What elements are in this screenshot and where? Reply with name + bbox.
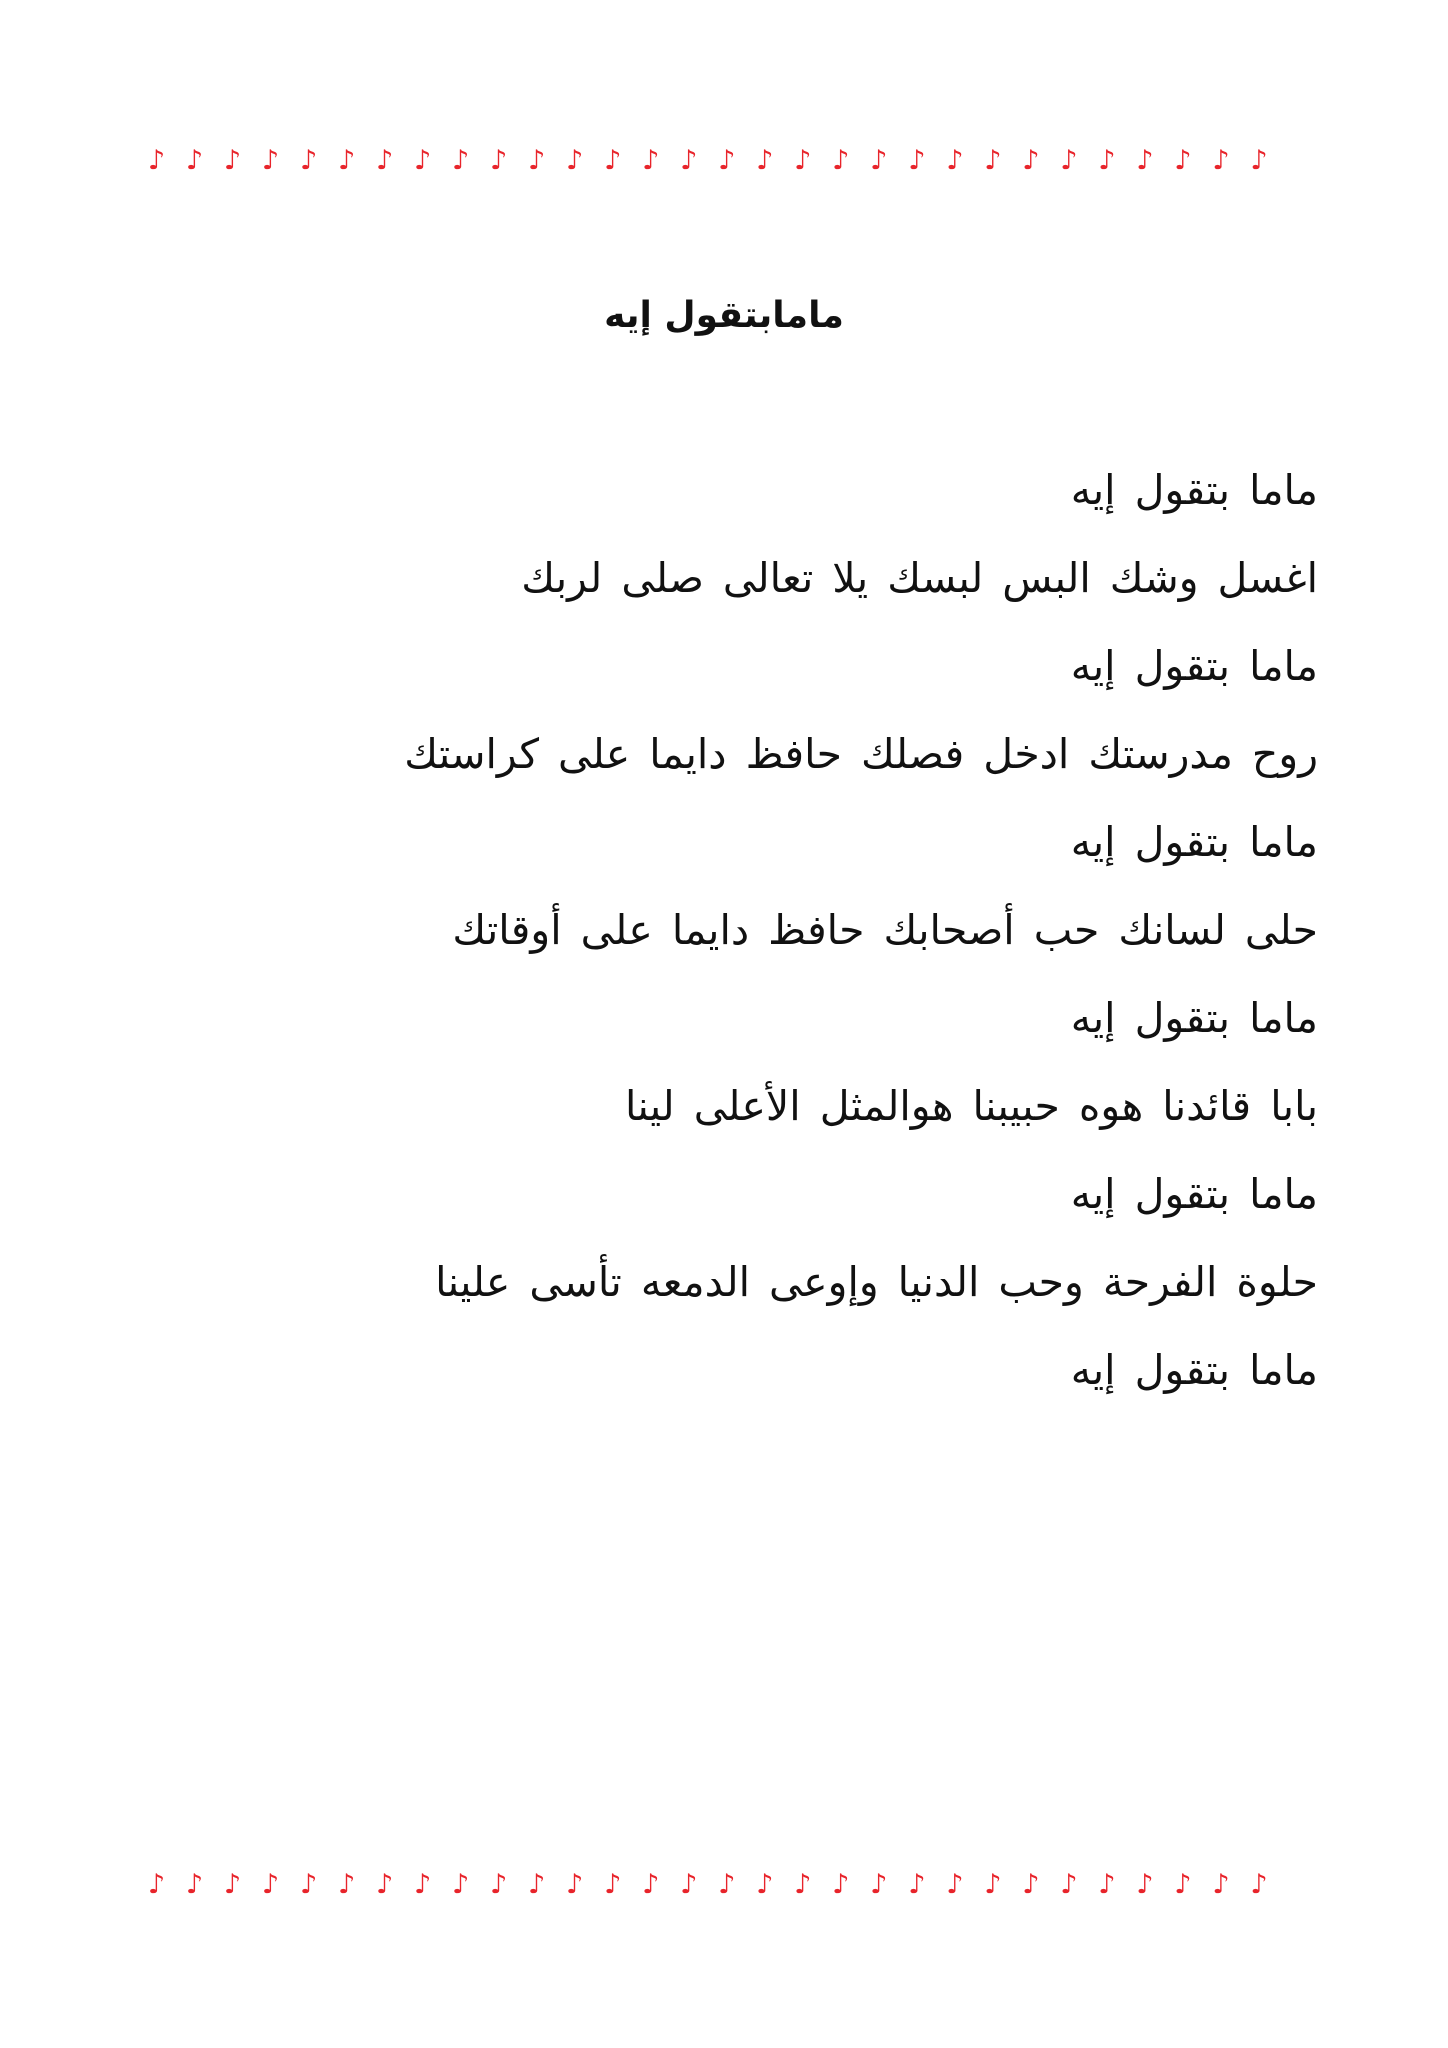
- music-note-icon: ♪: [756, 1868, 774, 1900]
- music-note-icon: ♪: [1250, 144, 1268, 176]
- music-note-icon: ♪: [1212, 144, 1230, 176]
- music-note-icon: ♪: [376, 144, 394, 176]
- music-note-icon: ♪: [566, 1868, 584, 1900]
- music-note-icon: ♪: [946, 144, 964, 176]
- music-note-icon: ♪: [718, 1868, 736, 1900]
- music-note-icon: ♪: [1250, 1868, 1268, 1900]
- music-note-icon: ♪: [1060, 144, 1078, 176]
- lyric-line: ماما بتقول إيه: [1070, 1346, 1318, 1394]
- music-note-icon: ♪: [946, 1868, 964, 1900]
- music-note-icon: ♪: [680, 1868, 698, 1900]
- music-note-icon: ♪: [832, 1868, 850, 1900]
- lyric-line: حلى لسانك حب أصحابك حافظ دايما على أوقاتك: [452, 906, 1318, 954]
- music-note-icon: ♪: [984, 144, 1002, 176]
- music-note-icon: ♪: [376, 1868, 394, 1900]
- music-note-icon: ♪: [452, 144, 470, 176]
- bottom-music-note-border: [148, 1864, 1268, 1904]
- music-note-icon: ♪: [756, 144, 774, 176]
- music-note-icon: ♪: [1022, 144, 1040, 176]
- music-note-icon: ♪: [718, 144, 736, 176]
- music-note-icon: ♪: [1212, 1868, 1230, 1900]
- music-note-icon: ♪: [870, 1868, 888, 1900]
- music-note-icon: ♪: [414, 1868, 432, 1900]
- music-note-icon: ♪: [1098, 1868, 1116, 1900]
- top-music-note-border: [148, 140, 1268, 180]
- lyric-line: ماما بتقول إيه: [1070, 642, 1318, 690]
- lyrics-list: [168, 460, 1318, 1428]
- music-note-icon: ♪: [832, 144, 850, 176]
- lyric-line: بابا قائدنا هوه حبيبنا هوالمثل الأعلى لينا: [624, 1082, 1318, 1130]
- music-note-icon: ♪: [186, 1868, 204, 1900]
- music-note-icon: ♪: [300, 144, 318, 176]
- music-note-icon: ♪: [1174, 144, 1192, 176]
- music-note-icon: ♪: [566, 144, 584, 176]
- music-note-icon: ♪: [1174, 1868, 1192, 1900]
- music-note-icon: ♪: [1060, 1868, 1078, 1900]
- music-note-icon: ♪: [908, 144, 926, 176]
- page-title: مامابتقول إيه: [604, 295, 844, 336]
- music-note-icon: ♪: [186, 144, 204, 176]
- music-note-icon: ♪: [870, 144, 888, 176]
- lyric-line: ماما بتقول إيه: [1070, 466, 1318, 514]
- music-note-icon: ♪: [1136, 144, 1154, 176]
- music-note-icon: ♪: [528, 1868, 546, 1900]
- music-note-icon: ♪: [262, 144, 280, 176]
- lyric-line: روح مدرستك ادخل فصلك حافظ دايما على كراستك: [404, 730, 1318, 778]
- music-note-icon: ♪: [452, 1868, 470, 1900]
- music-note-icon: ♪: [642, 144, 660, 176]
- music-note-icon: ♪: [1098, 144, 1116, 176]
- music-note-icon: ♪: [224, 1868, 242, 1900]
- music-note-icon: ♪: [680, 144, 698, 176]
- music-note-icon: ♪: [262, 1868, 280, 1900]
- music-note-icon: ♪: [490, 1868, 508, 1900]
- lyric-line: حلوة الفرحة وحب الدنيا وإوعى الدمعه تأسى علينا: [435, 1258, 1318, 1306]
- music-note-icon: ♪: [604, 1868, 622, 1900]
- music-note-icon: ♪: [908, 1868, 926, 1900]
- music-note-icon: ♪: [148, 1868, 166, 1900]
- music-note-icon: ♪: [604, 144, 622, 176]
- music-note-icon: ♪: [338, 144, 356, 176]
- music-note-icon: ♪: [414, 144, 432, 176]
- music-note-icon: ♪: [1136, 1868, 1154, 1900]
- lyric-line: ماما بتقول إيه: [1070, 1170, 1318, 1218]
- music-note-icon: ♪: [300, 1868, 318, 1900]
- music-note-icon: ♪: [794, 1868, 812, 1900]
- music-note-icon: ♪: [642, 1868, 660, 1900]
- music-note-icon: ♪: [984, 1868, 1002, 1900]
- music-note-icon: ♪: [224, 144, 242, 176]
- lyric-line: ماما بتقول إيه: [1070, 994, 1318, 1042]
- music-note-icon: ♪: [528, 144, 546, 176]
- lyric-line: ماما بتقول إيه: [1070, 818, 1318, 866]
- music-note-icon: ♪: [1022, 1868, 1040, 1900]
- music-note-icon: ♪: [148, 144, 166, 176]
- lyric-line: اغسل وشك البس لبسك يلا تعالى صلى لربك: [521, 554, 1318, 602]
- music-note-icon: ♪: [794, 144, 812, 176]
- music-note-icon: ♪: [338, 1868, 356, 1900]
- music-note-icon: ♪: [490, 144, 508, 176]
